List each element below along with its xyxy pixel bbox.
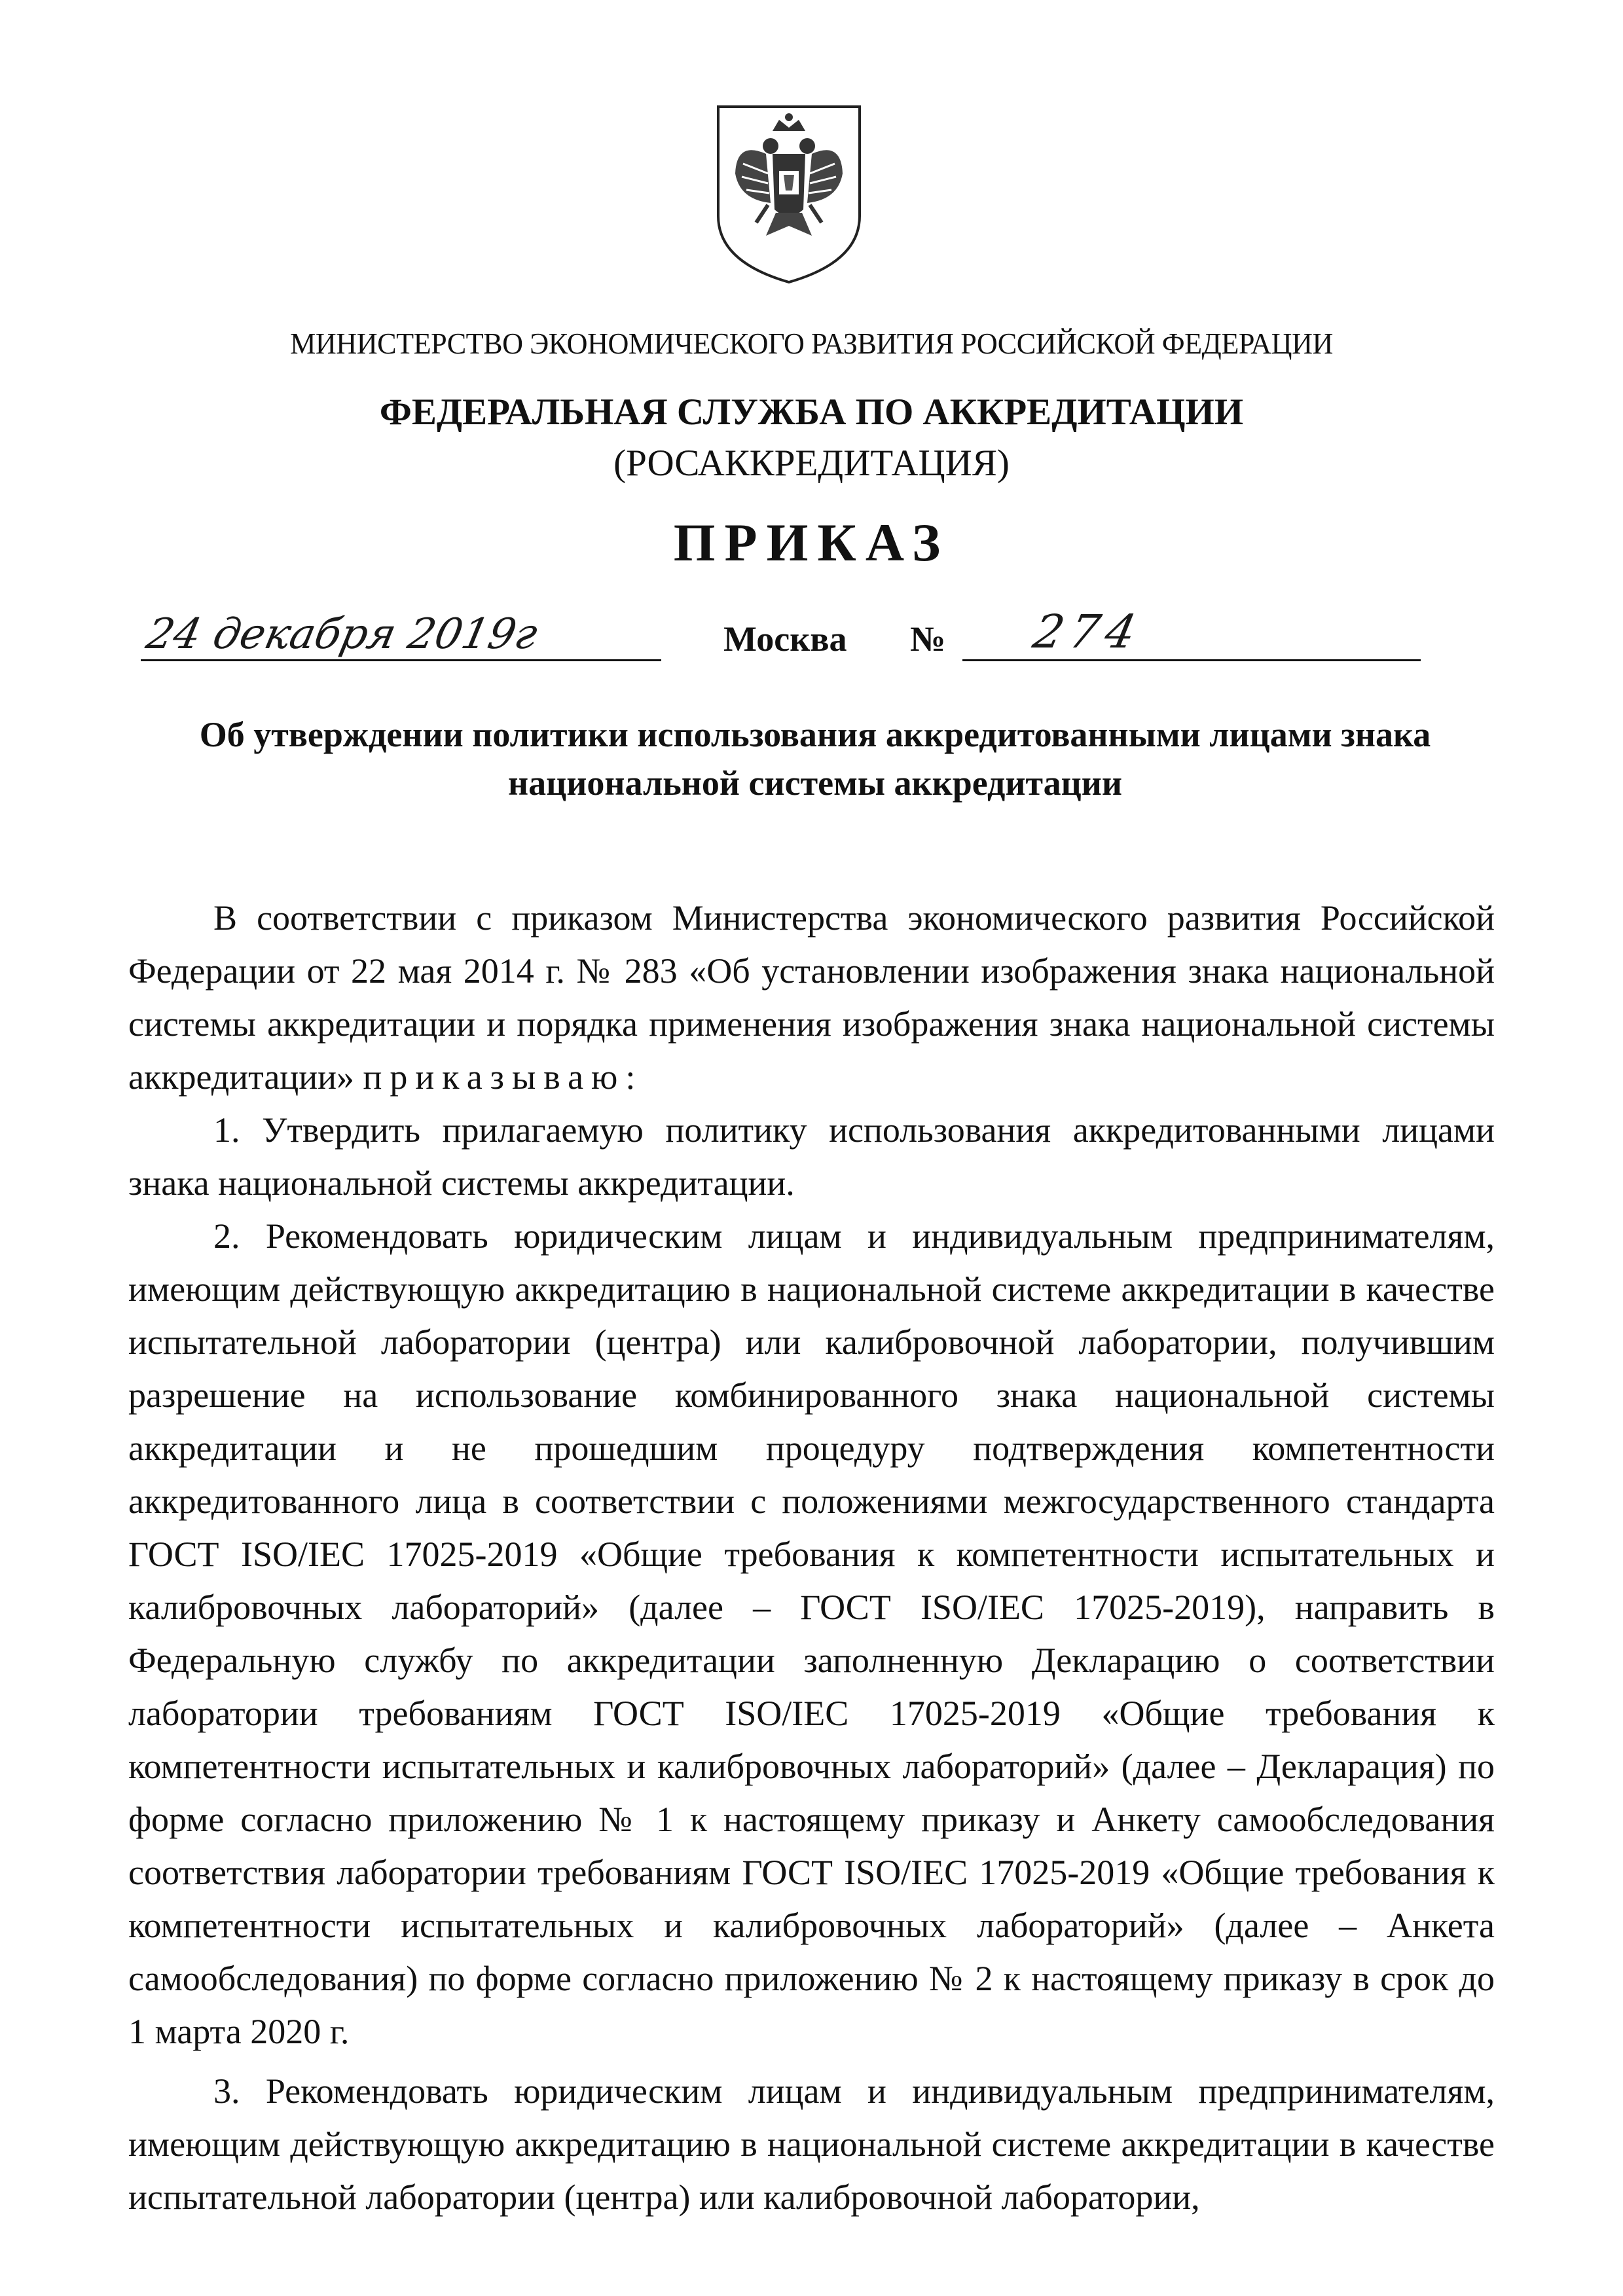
item-3-paragraph: 3. Рекомендовать юридическим лицам и индивидуальным предпринимателям, имеющим действующую аккредитацию в национальной системе аккредитации в качестве испытательной лаборатории (центра) или калибровочной лаборатории,: [128, 2071, 1495, 2217]
agency-name: ФЕДЕРАЛЬНАЯ СЛУЖБА ПО АККРЕДИТАЦИИ: [379, 392, 1244, 433]
order-word: приказываю:: [363, 1057, 644, 1097]
document-type-title: ПРИКАЗ: [673, 513, 950, 572]
number-field: [962, 605, 1421, 661]
agency-short-name: (РОСАККРЕДИТАЦИЯ): [613, 443, 1010, 484]
date-underline: [141, 659, 661, 661]
number-sign: №: [910, 619, 946, 659]
coat-of-arms-icon: [710, 101, 867, 285]
city-label: Москва: [723, 619, 847, 659]
item-1-paragraph: 1. Утвердить прилагаемую политику использования аккредитованными лицами знака национальной системы аккредитации.: [128, 1110, 1495, 1203]
intro-paragraph: [128, 892, 1495, 1104]
order-body: [128, 892, 1495, 2224]
order-subject: Об утверждении политики использования аккредитованными лицами знака национальной системы аккредитации: [199, 715, 1431, 803]
item-2-paragraph: 2. Рекомендовать юридическим лицам и индивидуальным предпринимателям, имеющим действующую аккредитацию в национальной системе аккредитации в качестве испытательной лаборатории (центра) или калибровочной лаборатории, получившим разрешение на использование комбинированного знака национальной системы аккредитации и не прошедшим процедуру подтверждения компетентности аккредитованного лица в соответствии с положениями межгосударственного стандарта ГОСТ ISO/IEC 17025-2019 «Общие требования к компетентности испытательных и калибровочных лабораторий» (далее – ГОСТ ISO/IEC 17025-2019), направить в Федеральную службу по аккредитации заполненную Декларацию о соответствии лаборатории требованиям ГОСТ ISO/IEC 17025-2019 «Общие требования к компетентности испытательных и калибровочных лабораторий» (далее – Декларация) по форме согласно приложению № 1 к настоящему приказу и Анкету самообследования соответствия лаборатории требованиям ГОСТ ISO/IEC 17025-2019 «Общие требования к компетентности испытательных и калибровочных лабораторий» (далее – Анкета самообследования) по форме согласно приложению № 2 к настоящему приказу в срок до 1 марта 2020 г.: [128, 1216, 1495, 2051]
intro-text: В соответствии с приказом Министерства экономического развития Российской Федерации от 22 мая 2014 г. № 283 «Об установлении изображения знака национальной системы аккредитации и порядка применения изображения знака национальной системы аккредитации»: [128, 898, 1495, 1097]
date-field: [141, 610, 665, 661]
ministry-name: МИНИСТЕРСТВО ЭКОНОМИЧЕСКОГО РАЗВИТИЯ РОССИЙСКОЙ ФЕДЕРАЦИИ: [290, 327, 1333, 360]
number-underline: [962, 659, 1421, 661]
handwritten-number: 274: [1029, 605, 1148, 659]
handwritten-date: 24 декабря 2019г: [142, 610, 542, 659]
